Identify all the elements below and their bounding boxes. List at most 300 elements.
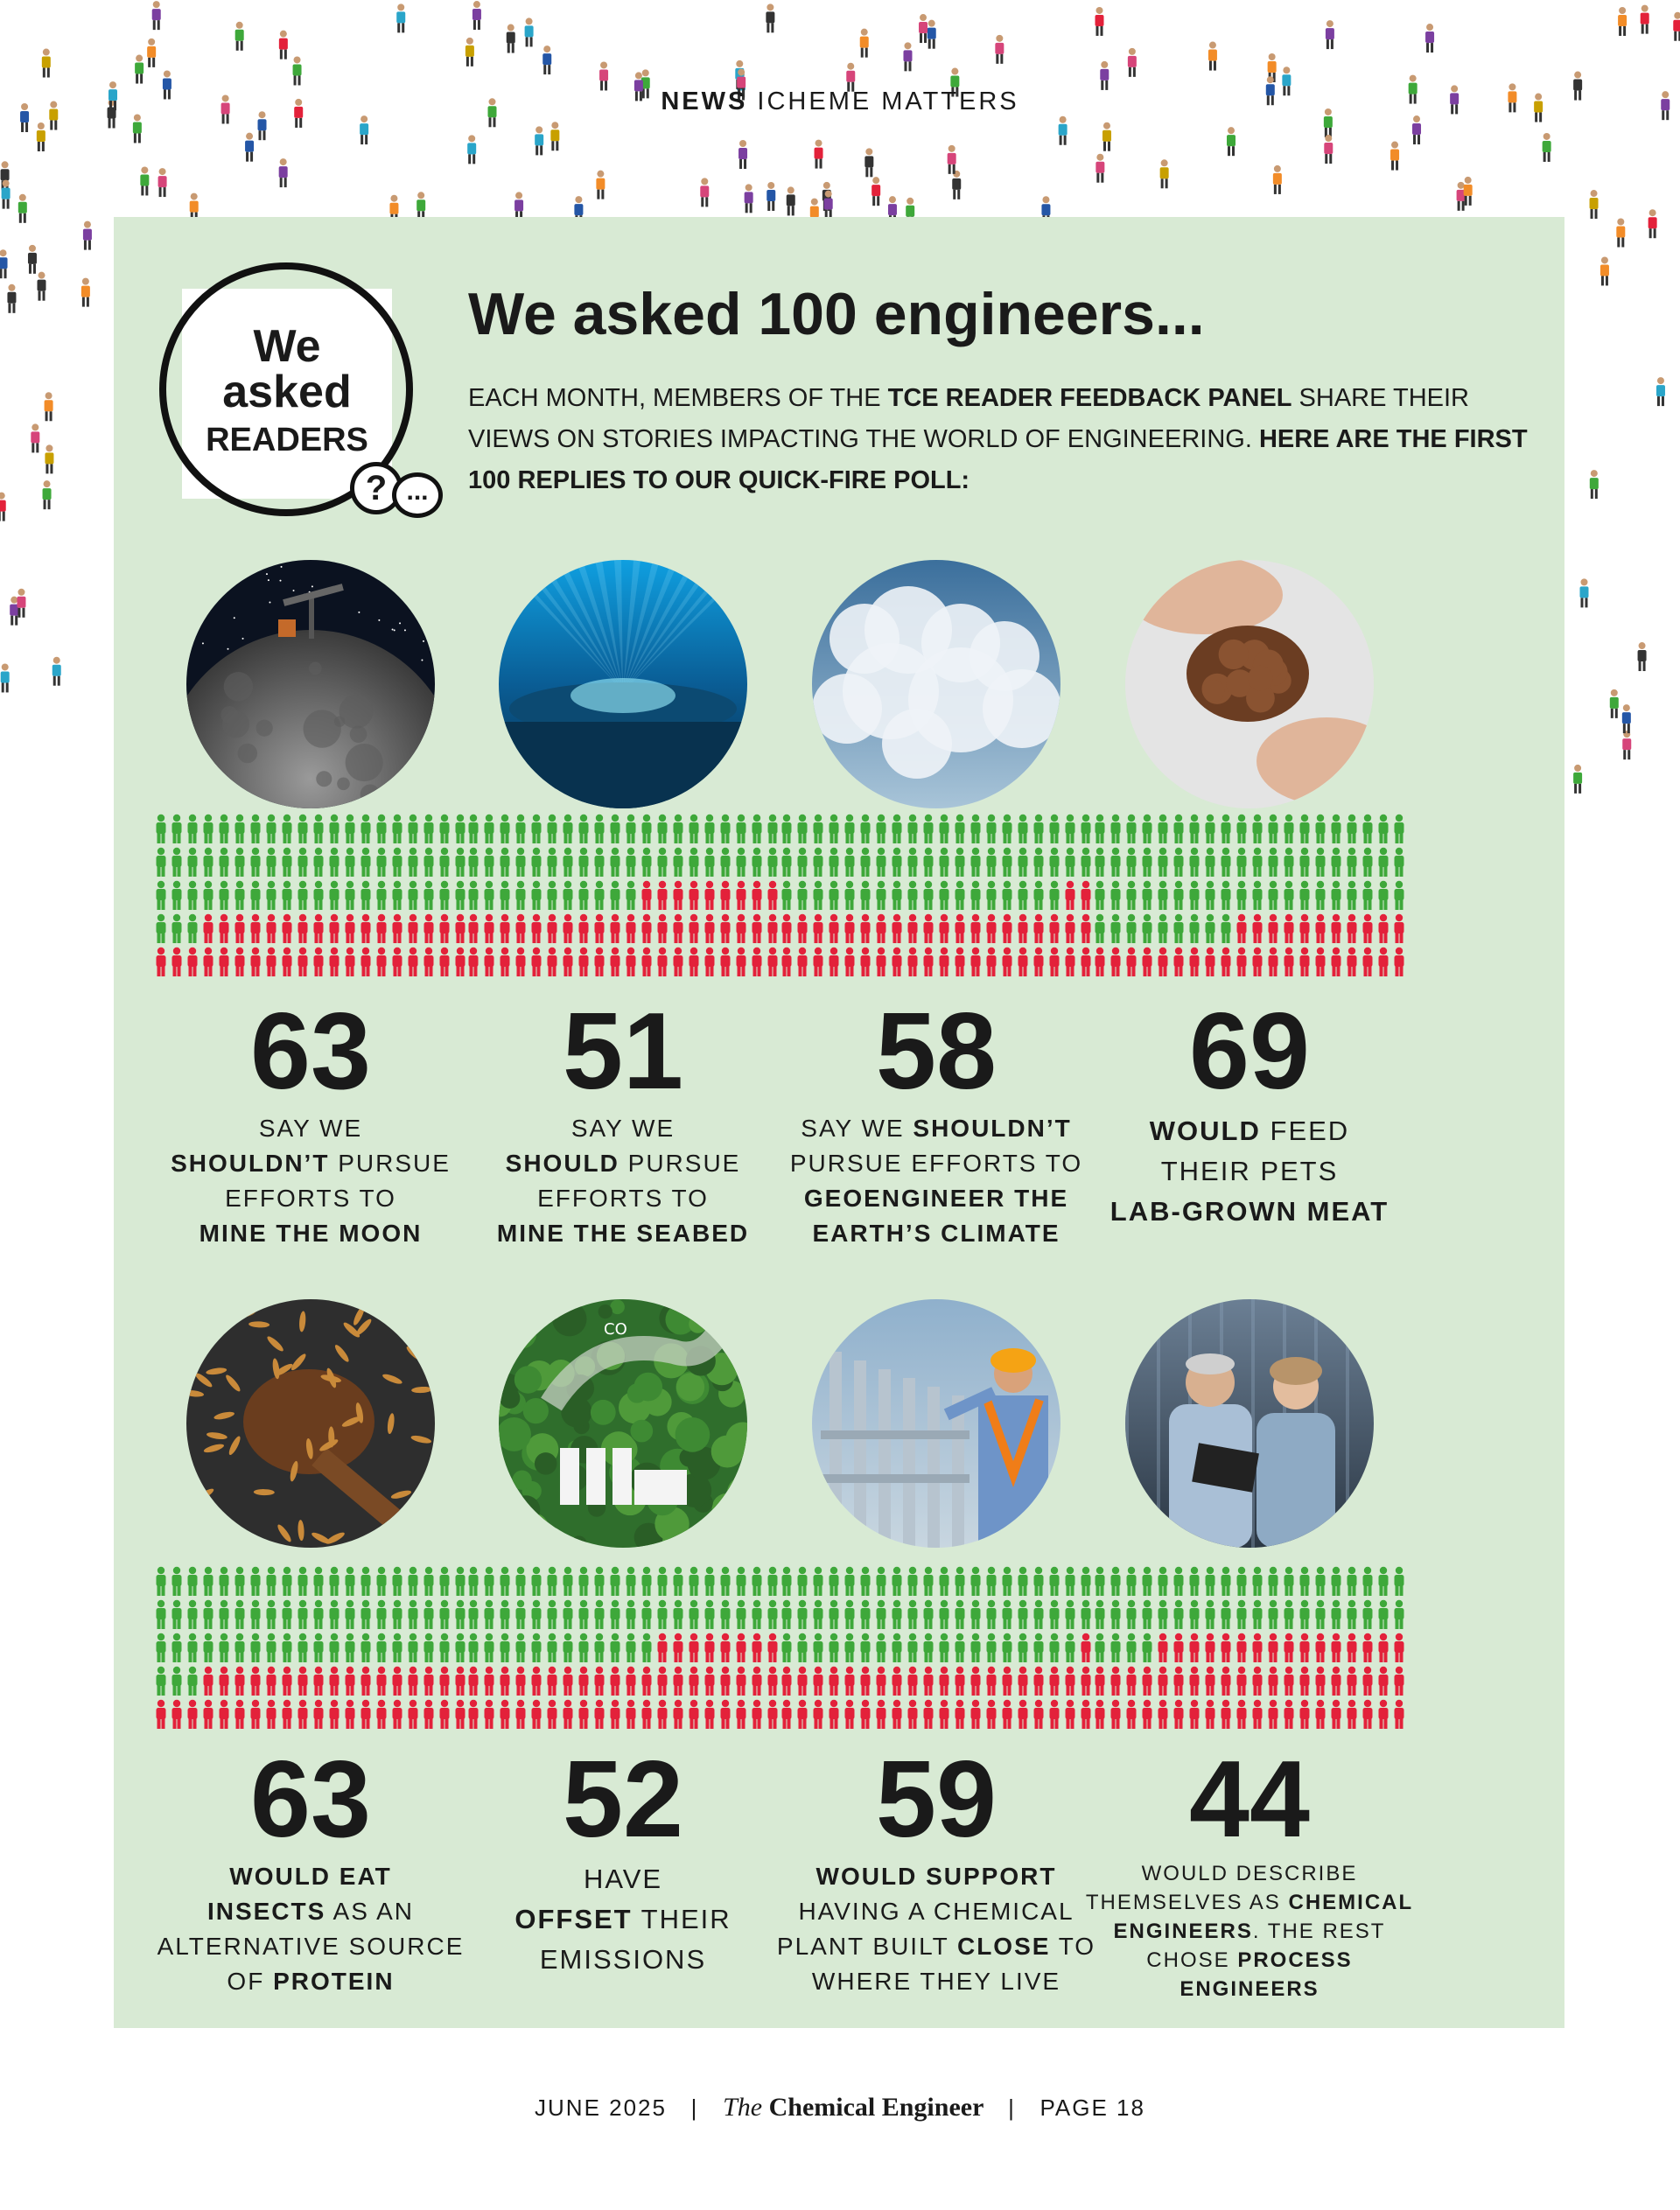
person-icon-green (674, 848, 683, 877)
person-icon-red (814, 1700, 823, 1729)
person-icon-green (1143, 1633, 1152, 1662)
person-icon-green (658, 1567, 668, 1596)
person-icon-red (658, 1700, 668, 1729)
person-icon-green (1395, 848, 1404, 877)
person-icon-green (283, 1600, 292, 1629)
person-icon-green (971, 881, 981, 910)
person-icon-green (440, 848, 450, 877)
person-icon-green (424, 1567, 434, 1596)
person-icon-green (690, 1567, 699, 1596)
crowd-person (235, 22, 244, 51)
person-icon-red (674, 948, 683, 976)
person-icon-red (204, 948, 214, 976)
person-icon-green (830, 1600, 839, 1629)
person-icon-green (845, 815, 855, 843)
person-icon-green (361, 1567, 371, 1596)
person-icon-red (737, 948, 746, 976)
person-icon-red (1034, 948, 1044, 976)
person-icon-green (157, 1567, 166, 1596)
crowd-person (864, 148, 873, 177)
person-icon-green (235, 815, 245, 843)
person-icon-red (940, 948, 949, 976)
person-icon-green (1127, 848, 1137, 877)
person-icon-green (1127, 1633, 1137, 1662)
person-icon-green (1158, 1567, 1168, 1596)
person-icon-red (204, 1667, 214, 1696)
person-icon-red (752, 1700, 762, 1729)
person-icon-green (1127, 1567, 1137, 1596)
person-icon-green (830, 815, 839, 843)
person-icon-red (377, 914, 387, 943)
crowd-person (147, 38, 156, 67)
crowd-person (824, 191, 833, 220)
person-icon-red (798, 1667, 808, 1696)
person-icon-green (409, 848, 418, 877)
person-icon-green (456, 881, 466, 910)
person-icon-green (440, 881, 450, 910)
person-icon-green (1018, 1633, 1028, 1662)
crowd-person (396, 3, 405, 32)
crowd-person (1326, 20, 1334, 49)
crowd-person (38, 272, 46, 301)
person-icon-green (1332, 815, 1341, 843)
person-icon-green (674, 815, 683, 843)
person-icon-green (971, 1633, 981, 1662)
person-icon-green (1348, 1600, 1357, 1629)
person-icon-green (377, 881, 387, 910)
person-icon-red (956, 1700, 965, 1729)
person-icon-red (157, 1700, 166, 1729)
person-icon-green (908, 1600, 918, 1629)
person-icon-green (1111, 881, 1121, 910)
person-icon-red (798, 948, 808, 976)
person-icon-green (579, 1567, 589, 1596)
crowd-person (952, 171, 961, 199)
person-icon-red (611, 914, 620, 943)
person-icon-red (892, 948, 902, 976)
person-icon-red (409, 1667, 418, 1696)
person-icon-green (469, 848, 479, 877)
person-icon-green (861, 1567, 871, 1596)
person-icon-red (924, 914, 934, 943)
person-icon-red (768, 914, 778, 943)
person-icon-red (814, 948, 823, 976)
person-icon-green (220, 1633, 229, 1662)
person-icon-red (1269, 1633, 1278, 1662)
person-icon-green (752, 1600, 762, 1629)
person-icon-green (377, 1600, 387, 1629)
person-icon-green (267, 1567, 276, 1596)
person-icon-green (267, 1633, 276, 1662)
crowd-person (472, 1, 481, 30)
person-icon-red (1348, 1700, 1357, 1729)
person-icon-red (626, 948, 636, 976)
person-icon-red (330, 948, 340, 976)
person-icon-green (642, 1567, 652, 1596)
person-icon-red (987, 948, 997, 976)
person-icon-green (188, 1667, 198, 1696)
person-icon-red (485, 1667, 494, 1696)
crowd-person (1673, 12, 1680, 41)
person-icon-green (204, 815, 214, 843)
person-icon-red (532, 914, 542, 943)
person-icon-red (595, 914, 605, 943)
crowd-person (903, 42, 912, 71)
person-icon-green (330, 848, 340, 877)
crowd-person (1590, 470, 1599, 499)
person-icon-green (798, 1600, 808, 1629)
person-icon-red (564, 948, 573, 976)
person-icon-red (548, 1667, 557, 1696)
person-icon-green (1082, 848, 1091, 877)
person-icon-red (1127, 948, 1137, 976)
person-icon-red (674, 1667, 683, 1696)
person-icon-green (172, 1667, 182, 1696)
person-icon-green (485, 881, 494, 910)
person-icon-red (1066, 881, 1075, 910)
person-icon-green (330, 815, 340, 843)
poll-photo-plant-worker (812, 1299, 1060, 1548)
crowd-person (0, 249, 8, 278)
person-icon-red (1253, 1633, 1263, 1662)
person-icon-red (721, 881, 731, 910)
person-icon-red (752, 1633, 762, 1662)
person-icon-green (1190, 914, 1200, 943)
person-icon-green (469, 1633, 479, 1662)
person-icon-green (737, 1567, 746, 1596)
person-icon-green (1363, 848, 1373, 877)
person-icon-red (1111, 1667, 1121, 1696)
person-icon-red (330, 914, 340, 943)
person-icon-green (1190, 1567, 1200, 1596)
person-icon-green (1253, 881, 1263, 910)
person-icon-green (298, 815, 308, 843)
person-icon-red (1003, 1667, 1012, 1696)
person-icon-green (924, 1600, 934, 1629)
person-icon-red (1222, 948, 1231, 976)
person-icon-green (424, 848, 434, 877)
person-icon-red (361, 914, 371, 943)
subsection-label: ICHEME MATTERS (757, 87, 1019, 115)
person-icon-green (782, 848, 792, 877)
person-icon-green (1127, 815, 1137, 843)
person-icon-red (1206, 1700, 1215, 1729)
person-icon-red (267, 948, 276, 976)
person-icon-green (564, 1567, 573, 1596)
person-icon-red (393, 948, 402, 976)
person-icon-green (548, 1567, 557, 1596)
person-icon-green (1143, 848, 1152, 877)
person-icon-green (1284, 848, 1294, 877)
person-icon-red (1348, 1667, 1357, 1696)
person-icon-red (1082, 914, 1091, 943)
person-icon-green (1018, 881, 1028, 910)
person-icon-red (235, 1700, 245, 1729)
person-icon-green (1143, 1567, 1152, 1596)
crowd-person (83, 221, 92, 250)
person-icon-green (1158, 815, 1168, 843)
person-icon-red (658, 1667, 668, 1696)
person-icon-green (1127, 914, 1137, 943)
person-icon-red (1066, 1700, 1075, 1729)
person-icon-red (830, 948, 839, 976)
person-icon-red (579, 1700, 589, 1729)
person-icon-red (1190, 1667, 1200, 1696)
person-icon-green (361, 848, 371, 877)
person-icon-red (1269, 1667, 1278, 1696)
person-icon-green (1034, 1633, 1044, 1662)
person-icon-green (220, 881, 229, 910)
person-icon-green (564, 1633, 573, 1662)
person-icon-green (485, 848, 494, 877)
person-icon-green (987, 815, 997, 843)
person-icon-red (690, 914, 699, 943)
person-icon-red (564, 914, 573, 943)
person-icon-green (768, 1567, 778, 1596)
person-icon-green (298, 848, 308, 877)
person-icon-green (1284, 1567, 1294, 1596)
person-icon-red (690, 948, 699, 976)
person-icon-red (798, 1700, 808, 1729)
person-icon-red (877, 1700, 886, 1729)
person-icon-red (1316, 1633, 1326, 1662)
person-icon-green (940, 815, 949, 843)
person-icon-red (564, 1700, 573, 1729)
person-icon-red (1269, 948, 1278, 976)
person-icon-green (626, 1600, 636, 1629)
person-icon-green (1066, 1567, 1075, 1596)
crowd-person (948, 145, 956, 174)
crowd-person (43, 480, 52, 509)
person-icon-red (1066, 1667, 1075, 1696)
person-icon-red (1174, 1633, 1184, 1662)
person-icon-red (658, 914, 668, 943)
person-icon-red (830, 1667, 839, 1696)
person-icon-green (564, 881, 573, 910)
person-icon-red (705, 1667, 715, 1696)
person-icon-green (157, 848, 166, 877)
person-icon-green (642, 815, 652, 843)
poll-result-number: 69 (1189, 991, 1310, 1112)
crowd-person (279, 31, 288, 59)
intro-text: EACH MONTH, MEMBERS OF THE TCE READER FEEDBACK PANEL SHARE THEIR VIEWS ON STORIES IMPACTING THE WORLD OF ENGINEERING. HERE ARE THE FIRST 100 REPLIES TO OUR QUICK-FIRE POLL: (468, 384, 1528, 494)
pictogram-grid (1092, 1566, 1407, 1732)
crowd-person (1600, 256, 1609, 285)
person-icon-green (1316, 881, 1326, 910)
person-icon-green (1143, 881, 1152, 910)
person-icon-green (830, 1567, 839, 1596)
person-icon-green (611, 815, 620, 843)
person-icon-red (752, 914, 762, 943)
crowd-person (31, 423, 39, 452)
person-icon-red (626, 1700, 636, 1729)
poll-result-number: 58 (876, 991, 997, 1112)
person-icon-red (1158, 1633, 1168, 1662)
person-icon-green (172, 881, 182, 910)
footer-page: PAGE 18 (1040, 2095, 1145, 2121)
person-icon-green (1003, 1567, 1012, 1596)
person-icon-red (1348, 914, 1357, 943)
person-icon-red (346, 948, 355, 976)
person-icon-red (1379, 914, 1389, 943)
person-icon-green (314, 1633, 324, 1662)
person-icon-red (393, 1700, 402, 1729)
poll-photo-seabed-light (499, 560, 747, 808)
person-icon-red (1284, 1633, 1294, 1662)
person-icon-red (409, 914, 418, 943)
person-icon-red (737, 1667, 746, 1696)
person-icon-green (1096, 815, 1105, 843)
crowd-person (1425, 24, 1434, 52)
person-icon-green (579, 1600, 589, 1629)
person-icon-red (456, 914, 466, 943)
person-icon-green (1066, 1633, 1075, 1662)
person-icon-green (1300, 1600, 1310, 1629)
person-icon-green (188, 848, 198, 877)
person-icon-green (267, 848, 276, 877)
person-icon-red (1190, 948, 1200, 976)
person-icon-green (346, 1600, 355, 1629)
person-icon-green (1174, 1567, 1184, 1596)
person-icon-red (845, 1667, 855, 1696)
person-icon-red (1284, 914, 1294, 943)
person-icon-red (971, 1667, 981, 1696)
person-icon-red (377, 1700, 387, 1729)
person-icon-green (188, 1567, 198, 1596)
person-icon-green (814, 1600, 823, 1629)
person-icon-red (469, 914, 479, 943)
person-icon-red (908, 914, 918, 943)
person-icon-red (611, 1667, 620, 1696)
person-icon-green (1111, 1633, 1121, 1662)
person-icon-red (1190, 1700, 1200, 1729)
person-icon-green (1174, 914, 1184, 943)
person-icon-green (1222, 848, 1231, 877)
person-icon-green (1206, 914, 1215, 943)
person-icon-red (1143, 1667, 1152, 1696)
magazine-name: The Chemical Engineer (723, 2093, 984, 2122)
person-icon-green (971, 1567, 981, 1596)
person-icon-red (424, 1667, 434, 1696)
person-icon-green (393, 1567, 402, 1596)
person-icon-green (752, 1567, 762, 1596)
person-icon-green (611, 1633, 620, 1662)
person-icon-green (845, 1633, 855, 1662)
person-icon-red (830, 1700, 839, 1729)
person-icon-green (564, 815, 573, 843)
person-icon-green (188, 815, 198, 843)
person-icon-red (1096, 1700, 1105, 1729)
person-icon-green (721, 1600, 731, 1629)
person-icon-green (346, 881, 355, 910)
person-icon-green (548, 1633, 557, 1662)
person-icon-green (1300, 848, 1310, 877)
person-icon-red (674, 1700, 683, 1729)
person-icon-red (892, 1700, 902, 1729)
person-icon-red (314, 1700, 324, 1729)
person-icon-green (283, 848, 292, 877)
person-icon-green (1253, 848, 1263, 877)
person-icon-green (235, 848, 245, 877)
person-icon-green (393, 881, 402, 910)
person-icon-green (1348, 848, 1357, 877)
person-icon-green (267, 1600, 276, 1629)
crowd-person (37, 122, 46, 151)
person-icon-green (440, 1600, 450, 1629)
person-icon-red (1316, 1667, 1326, 1696)
person-icon-red (330, 1700, 340, 1729)
person-icon-green (782, 815, 792, 843)
person-icon-red (924, 1667, 934, 1696)
person-icon-green (409, 1567, 418, 1596)
person-icon-green (440, 1567, 450, 1596)
crowd-person (1390, 142, 1399, 171)
crowd-person (995, 35, 1004, 64)
person-icon-green (172, 1600, 182, 1629)
person-icon-green (330, 881, 340, 910)
person-icon-green (516, 1633, 526, 1662)
person-icon-green (908, 881, 918, 910)
person-icon-red (1096, 948, 1105, 976)
person-icon-red (674, 914, 683, 943)
person-icon-green (845, 848, 855, 877)
person-icon-red (877, 914, 886, 943)
person-icon-green (1253, 1567, 1263, 1596)
pictogram-grid (1092, 814, 1407, 980)
person-icon-red (485, 1700, 494, 1729)
person-icon-red (1395, 948, 1404, 976)
crowd-person (1579, 578, 1588, 607)
person-icon-red (1237, 914, 1247, 943)
person-icon-green (1237, 1600, 1247, 1629)
person-icon-green (1174, 881, 1184, 910)
person-icon-green (908, 815, 918, 843)
person-icon-green (548, 815, 557, 843)
person-icon-red (1379, 1700, 1389, 1729)
person-icon-green (1096, 1567, 1105, 1596)
person-icon-green (1174, 848, 1184, 877)
poll-photo-clouds-sky (812, 560, 1060, 808)
person-icon-red (658, 1633, 668, 1662)
crowd-person (1128, 48, 1137, 77)
crowd-person (1160, 159, 1169, 188)
person-icon-green (1332, 848, 1341, 877)
person-icon-green (220, 815, 229, 843)
person-icon-red (877, 1667, 886, 1696)
person-icon-green (861, 1600, 871, 1629)
crowd-person (18, 194, 27, 223)
person-icon-red (251, 1667, 261, 1696)
person-icon-red (814, 914, 823, 943)
person-icon-green (235, 881, 245, 910)
person-icon-green (1050, 1567, 1060, 1596)
person-icon-red (737, 914, 746, 943)
person-icon-green (737, 848, 746, 877)
person-icon-green (924, 815, 934, 843)
person-icon-red (485, 914, 494, 943)
person-icon-red (861, 1667, 871, 1696)
person-icon-red (1190, 1633, 1200, 1662)
person-icon-green (830, 848, 839, 877)
person-icon-green (971, 815, 981, 843)
person-icon-green (924, 881, 934, 910)
person-icon-green (532, 815, 542, 843)
person-icon-red (235, 914, 245, 943)
person-icon-green (814, 1567, 823, 1596)
person-icon-green (1034, 881, 1044, 910)
person-icon-green (1332, 1567, 1341, 1596)
person-icon-red (188, 1700, 198, 1729)
